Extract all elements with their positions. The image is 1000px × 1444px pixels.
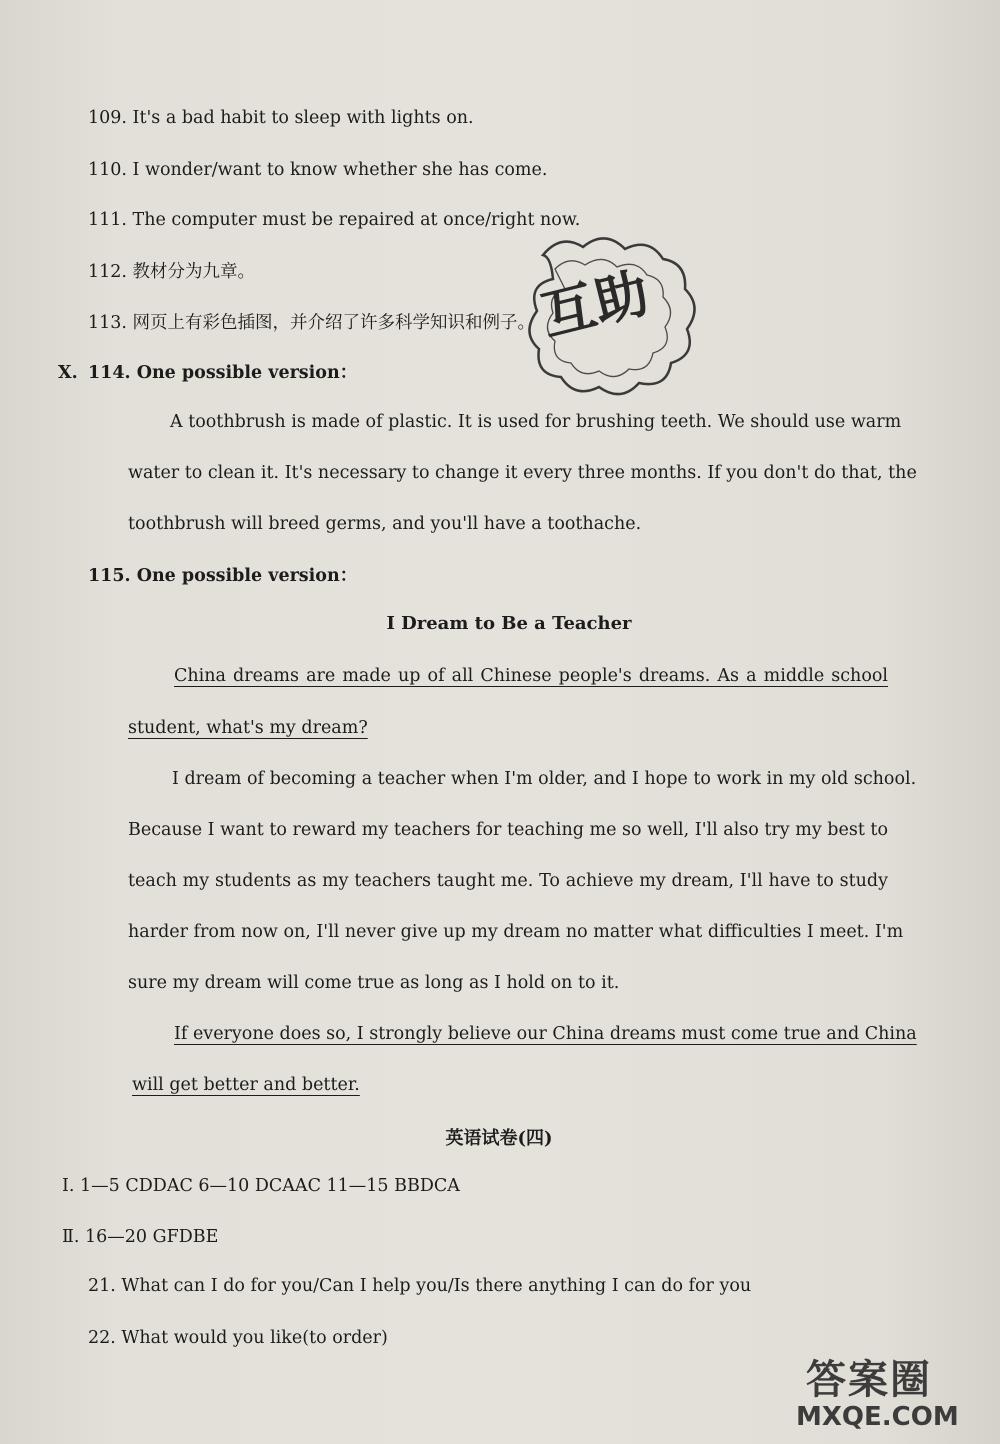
essay-closing-line-2: will get better and better. bbox=[132, 1075, 360, 1095]
watermark-url: MXQE.COM bbox=[796, 1402, 959, 1432]
watermark-logo-text: 答案圈 bbox=[806, 1357, 932, 1403]
essay-body-line-4: harder from now on, I'll never give up my dream no matter what difficulties I meet. I'm bbox=[128, 922, 904, 942]
essay-body-line-3: teach my students as my teachers taught me. To achieve my dream, I'll have to study bbox=[128, 871, 888, 891]
q115-label: 115. One possible version： bbox=[88, 566, 358, 586]
paper-4-section-1: Ⅰ. 1—5 CDDAC 6—10 DCAAC 11—15 BBDCA bbox=[62, 1176, 460, 1196]
answer-109: 109. It's a bad habit to sleep with lights on. bbox=[88, 108, 474, 128]
q114-line-1: A toothbrush is made of plastic. It is used for brushing teeth. We should use warm bbox=[170, 412, 902, 432]
paper-4-q22: 22. What would you like(to order) bbox=[88, 1328, 388, 1348]
section-x-roman: X. bbox=[58, 363, 78, 383]
watermark-logo bbox=[792, 1346, 992, 1442]
q114-line-3: toothbrush will breed germs, and you'll have a toothache. bbox=[128, 514, 642, 534]
q114-line-2: water to clean it. It's necessary to change it every three months. If you don't do that, the bbox=[128, 463, 917, 483]
essay-body-line-5: sure my dream will come true as long as I hold on to it. bbox=[128, 973, 620, 993]
essay-closing-line-1: If everyone does so, I strongly believe our China dreams must come true and China bbox=[174, 1024, 917, 1044]
paper-4-q21: 21. What can I do for you/Can I help you/Is there anything I can do for you bbox=[88, 1276, 752, 1296]
essay-body-line-1: I dream of becoming a teacher when I'm older, and I hope to work in my old school. bbox=[172, 769, 917, 789]
stamp-text: 互助 bbox=[534, 260, 655, 349]
answer-112: 112. 教材分为九章。 bbox=[88, 262, 256, 282]
essay-intro-line-2: student, what's my dream? bbox=[128, 718, 368, 738]
essay-body-line-2: Because I want to reward my teachers for teaching me so well, I'll also try my best to bbox=[128, 820, 888, 840]
essay-title: I Dream to Be a Teacher bbox=[386, 613, 632, 634]
answer-113: 113. 网页上有彩色插图，并介绍了许多科学知识和例子。 bbox=[88, 313, 536, 333]
paper-4-title: 英语试卷(四) bbox=[445, 1128, 553, 1149]
answer-111: 111. The computer must be repaired at once/right now. bbox=[88, 210, 581, 230]
answer-110: 110. I wonder/want to know whether she has come. bbox=[88, 160, 548, 180]
paper-4-section-2: Ⅱ. 16—20 GFDBE bbox=[62, 1227, 219, 1247]
essay-intro-line-1: China dreams are made up of all Chinese people's dreams. As a middle school bbox=[174, 666, 888, 686]
q114-label: 114. One possible version： bbox=[88, 363, 358, 383]
